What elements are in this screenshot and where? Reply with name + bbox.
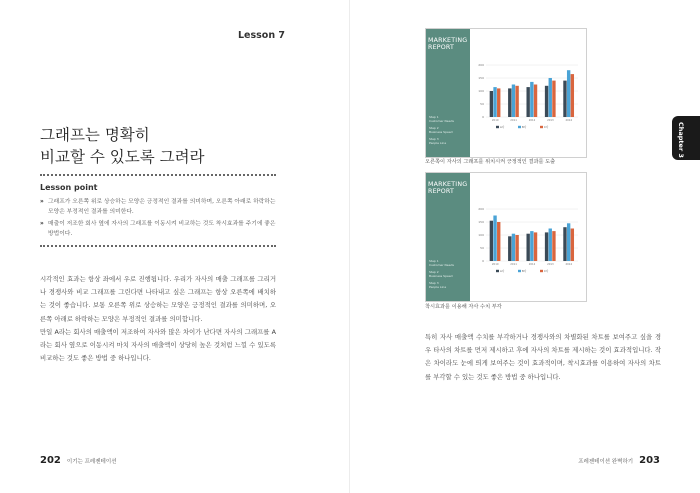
slide-sidebar xyxy=(426,173,470,301)
x-tick-label: 2014 xyxy=(565,119,573,122)
lesson-point-item: » 그래프가 오른쪽 위로 상승하는 모양은 긍정적인 결과를 의미하며, 오른쪽 아래로 하락하는 모양은 부정적인 결과를 의미한다. xyxy=(40,199,276,215)
y-tick-label: 0 xyxy=(482,259,484,263)
bar xyxy=(563,81,566,117)
bar xyxy=(493,87,496,117)
bar xyxy=(490,91,493,117)
page-number: 203 xyxy=(639,455,660,466)
bar xyxy=(545,86,548,117)
y-tick-label: 0 xyxy=(482,115,484,119)
legend-swatch xyxy=(518,126,521,128)
slide-sidebar xyxy=(426,29,470,157)
bar xyxy=(512,234,515,261)
bar xyxy=(530,231,533,261)
x-tick-label: 2010 xyxy=(491,119,499,122)
bar xyxy=(493,216,496,262)
bar xyxy=(549,229,552,262)
lesson-title-line2: 비교할 수 있도록 그려라 xyxy=(40,148,205,166)
y-tick-label: 150 xyxy=(478,76,484,80)
x-tick-label: 2011 xyxy=(510,119,517,122)
y-tick-label: 100 xyxy=(478,89,484,93)
slide-caption-1: 오른쪽이 자사의 그래프를 위치시켜 긍정적인 결과를 도출 xyxy=(425,159,556,165)
x-tick-label: 2013 xyxy=(547,263,554,266)
body-text-right: 특히 자사 매출액 수치를 부각하거나 경쟁사와의 차별화된 차트를 보여주고 싶을 경우 타사의 차트를 먼저 제시하고 후에 자사의 차트를 제시하는 것이 효과적입니다. 작은 차이라도 눈에 띄게 보여주는 것이 효과적이며, 착시효과를 이용하여 자사의 차트를 부각할 수 있는 것도 좋은 방법 중 하나입니다. xyxy=(425,333,661,381)
bar xyxy=(567,70,570,117)
bar xyxy=(497,88,500,117)
lesson-point-box xyxy=(40,174,276,247)
legend-label: A사 xyxy=(500,270,505,273)
page-footer-right xyxy=(578,455,660,466)
lesson-point-heading: Lesson point xyxy=(40,183,98,192)
running-head: 프레젠테이션 완벽하기 xyxy=(578,459,634,465)
bar xyxy=(534,232,537,261)
bar xyxy=(512,85,515,118)
x-tick-label: 2011 xyxy=(510,263,517,266)
slide-caption-2: 착시효과를 이용해 자사 수치 부각 xyxy=(425,304,502,310)
chapter-tab xyxy=(672,116,700,160)
dotted-divider-top xyxy=(40,174,276,176)
bar xyxy=(526,234,529,261)
y-tick-label: 200 xyxy=(478,63,484,67)
bar xyxy=(567,223,570,261)
y-tick-label: 50 xyxy=(480,102,484,106)
slide-steps: Step 1 Customer Needs Step 2 Business Speed Step 3 People Line xyxy=(429,259,454,289)
legend-swatch xyxy=(540,270,543,272)
lesson-title xyxy=(40,124,205,168)
bar xyxy=(571,74,574,117)
slide-thumbnail-2 xyxy=(425,172,587,302)
lesson-point-item: » 매출이 저조한 회사 옆에 자사의 그래프를 이동시켜 비교하는 것도 착시효과를 주기에 좋은 방법이다. xyxy=(40,221,276,237)
legend-label: B사 xyxy=(522,270,527,273)
bar xyxy=(526,87,529,117)
bar xyxy=(515,86,518,117)
y-tick-label: 150 xyxy=(478,220,484,224)
x-tick-label: 2014 xyxy=(565,263,573,266)
chapter-tab-label: Chapter 3 xyxy=(677,122,685,158)
slide-thumbnail-1 xyxy=(425,28,587,158)
body-paragraph: 시각적인 효과는 항상 좌에서 우로 진행됩니다. 우리가 자사의 매출 그래프를 그리거나 경쟁사와 비교 그래프를 그린다면 나타내고 싶은 그래프는 항상 오른쪽에 배치하는 것이 좋습니다. 보통 오른쪽 위로 상승하는 모양은 긍정적인 결과를 의미하며, 오른쪽 아래로 하락하는 모양은 부정적인 결과를 의미합니다. xyxy=(40,275,276,323)
bar xyxy=(552,231,555,261)
slide-steps: Step 1 Customer Needs Step 2 Business Speed Step 3 People Line xyxy=(429,115,454,145)
legend-swatch xyxy=(496,270,499,272)
legend-swatch xyxy=(518,270,521,272)
slide-title: MARKETING REPORT xyxy=(428,37,468,51)
x-tick-label: 2013 xyxy=(547,119,554,122)
legend-label: C사 xyxy=(544,126,549,129)
body-text xyxy=(40,273,276,365)
bar xyxy=(515,235,518,261)
bar xyxy=(497,222,500,261)
bar xyxy=(552,81,555,117)
legend-label: B사 xyxy=(522,126,527,129)
bullet-icon: » xyxy=(40,199,44,205)
bar-chart-2 xyxy=(470,173,586,301)
page-number: 202 xyxy=(40,455,61,466)
legend-swatch xyxy=(540,126,543,128)
y-tick-label: 100 xyxy=(478,233,484,237)
bar xyxy=(545,232,548,261)
legend-label: C사 xyxy=(544,270,549,273)
bar xyxy=(549,78,552,117)
page-footer-left xyxy=(40,455,116,466)
bar xyxy=(530,82,533,117)
x-tick-label: 2012 xyxy=(528,119,536,122)
bullet-icon: » xyxy=(40,221,44,227)
y-tick-label: 200 xyxy=(478,207,484,211)
body-paragraph: 만일 A라는 회사의 매출액이 저조하여 자사와 많은 차이가 난다면 자사의 그래프를 A라는 회사 옆으로 이동시켜 마치 자사의 매출액이 상당히 높은 것처럼 느낄 수 있도록 비교하는 것도 좋은 방법 중 하나입니다. xyxy=(40,327,276,363)
lesson-title-line1: 그래프는 명확히 xyxy=(40,126,150,144)
bar xyxy=(534,85,537,118)
bar xyxy=(490,221,493,261)
legend-swatch xyxy=(496,126,499,128)
x-tick-label: 2012 xyxy=(528,263,536,266)
bar-chart-1 xyxy=(470,29,586,157)
x-tick-label: 2010 xyxy=(491,263,499,266)
y-tick-label: 50 xyxy=(480,246,484,250)
running-head: 이기는 프레젠테이션 xyxy=(66,459,117,465)
bar xyxy=(571,229,574,262)
slide-title: MARKETING REPORT xyxy=(428,181,468,195)
bar xyxy=(508,236,511,261)
bar xyxy=(563,227,566,261)
bar xyxy=(508,88,511,117)
dotted-divider-bottom xyxy=(40,245,276,247)
lesson-label: Lesson 7 xyxy=(238,30,286,41)
legend-label: A사 xyxy=(500,126,505,129)
